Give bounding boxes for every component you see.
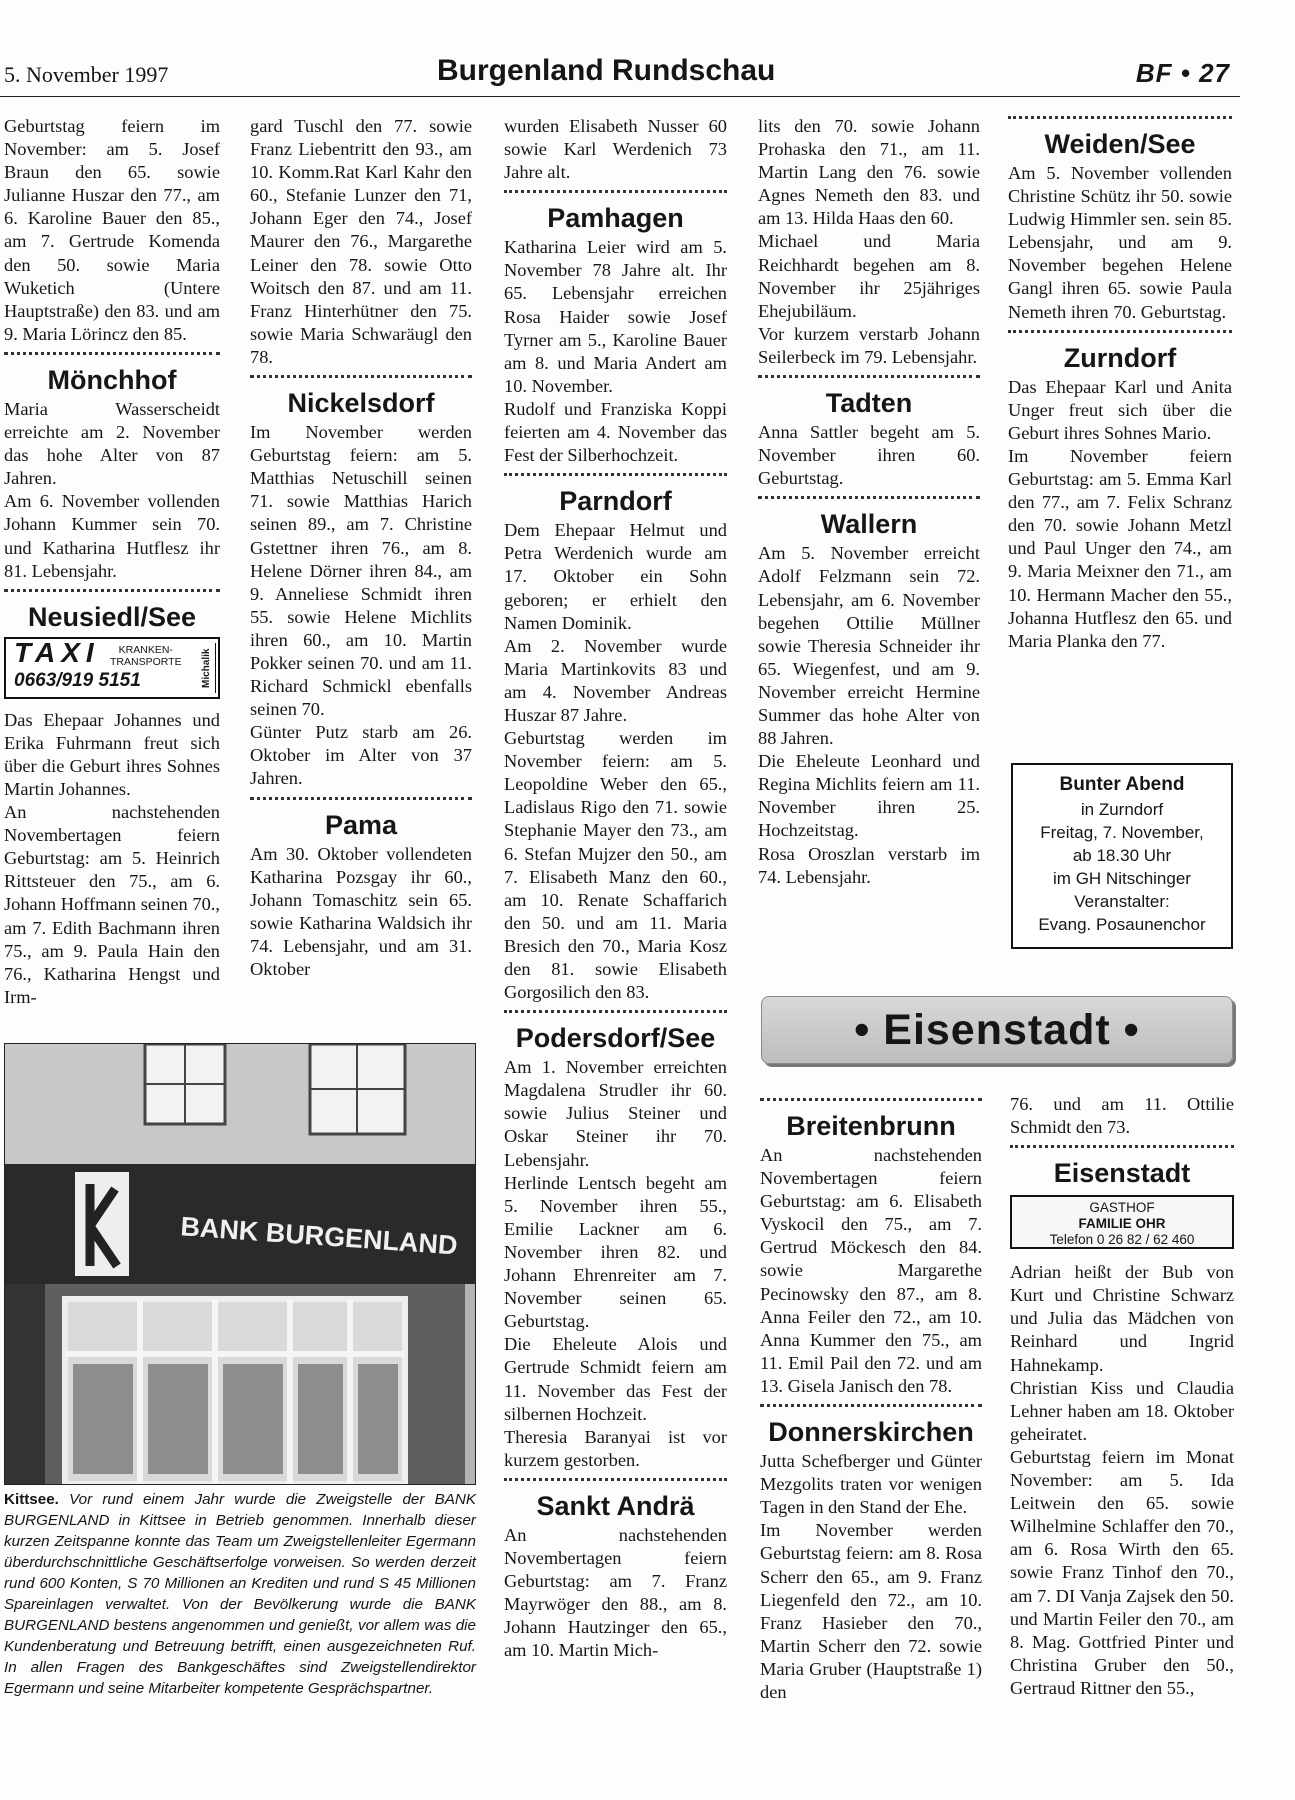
article-text: Das Ehepaar Johannes und Erika Fuhrmann freut sich über die Geburt ihres Sohnes Martin Johannes. (4, 709, 220, 799)
article-text: Dem Ehepaar Helmut und Petra Werdenich wurde am 17. Oktober ein Sohn geboren; er erhielt den Namen Dominik. (504, 520, 727, 633)
dotted-divider (1008, 330, 1232, 337)
section-heading-sankt-andrae: Sankt Andrä (536, 1490, 695, 1521)
dotted-divider (504, 190, 727, 197)
article-text: Geburtstag feiern im November: am 5. Josef Braun den 65. sowie Julianne Huszar den 77., am 6. Karoline Bauer den 85., am 7. Gertrude Komenda den 50. sowie Maria Wuketich (Untere Hauptstraße) den 83. und am 9. Maria Lörincz den 85. (4, 116, 220, 344)
caption-text: Vor rund einem Jahr wurde die Zweigstelle der BANK BURGENLAND in Kittsee in Betrieb genommen. Innerhalb dieser kurzen Zeitspanne konnte das Team um Zweigstellenleiter Egermann überdurchschnittliche Geschäftserfolge vorweisen. So werden derzeit rund 600 Konten, S 70 Millionen an Krediten und rund S 45 Millionen Spareinlagen verwaltet. Von der Bevölkerung wurde die BANK BURGENLAND bestens angenommen und genießt, vor allem was die Kundenberatung und Betreuung betrifft, einen ausgezeichneten Ruf. In allen Fragen des Bankgeschäftes sind Zweigstellendirektor Egermann und seine Mitarbeiter kompetente Gesprächspartner. (4, 1491, 476, 1697)
article-text: Michael und Maria Reichhardt begehen am 8. November ihr 25jähriges Ehejubiläum. (758, 231, 980, 321)
section-heading-podersdorf: Podersdorf/See (515, 1023, 716, 1054)
dotted-divider (504, 473, 727, 480)
taxi-advertisement (4, 637, 220, 699)
article-text: Im November werden Geburtstag feiern: am 8. Rosa Scherr den 65., am 9. Franz Liegenfeld den 72., am 10. Franz Hasieber den 70., Martin Scherr den 72. sowie Maria Gruber (Hauptstraße 1) den (760, 1520, 982, 1702)
column-6 (760, 1092, 982, 1704)
article-text: Anna Sattler begeht am 5. November ihren 60. Geburtstag. (758, 422, 980, 489)
column-3 (504, 115, 727, 1662)
gasthof-ad-name: FAMILIE OHR (1078, 1216, 1166, 1232)
section-heading-wallern: Wallern (820, 509, 918, 540)
section-heading-breitenbrunn: Breitenbrunn (786, 1111, 956, 1141)
section-heading-moenchhof: Mönchhof (47, 364, 177, 395)
dotted-divider (1010, 1145, 1234, 1152)
section-heading-nickelsdorf: Nickelsdorf (287, 388, 435, 419)
article-text: Das Ehepaar Karl und Anita Unger freut sich über die Geburt ihres Sohnes Mario. (1008, 376, 1232, 443)
section-heading-weiden: Weiden/See (1044, 129, 1196, 159)
article-text: wurden Elisabeth Nusser 60 sowie Karl Werdenich 73 Jahre alt. (504, 116, 727, 183)
bank-sign-text: BANK BURGENLAND (179, 1211, 459, 1261)
article-text: gard Tuschl den 77. sowie Franz Liebentritt den 93., am 10. Komm.Rat Karl Kahr den 60., Stefanie Lunzer den 71, Johann Eger den 74., Josef Maurer den 76., Margarethe Leiner den 78. sowie Otto Woitsch den 87. und am 11. Franz Hinterhütner den 75. sowie Maria Schwaräugl den 78. (250, 116, 472, 367)
article-text: Rosa Oroszlan verstarb im 74. Lebensjahr. (758, 843, 980, 887)
page-number: BF • 27 (1135, 58, 1230, 88)
column-4 (758, 115, 980, 889)
column-7 (1010, 1093, 1234, 1700)
section-heading-donnerskirchen: Donnerskirchen (768, 1417, 974, 1448)
article-text: Theresia Baranyai ist vor kurzem gestorben. (504, 1426, 727, 1470)
article-text: An nachstehenden Novembertagen feiern Geburtstag: am 6. Elisabeth Vyskocil den 75., am 7. Gertrud Möckesch den 84. sowie Margarethe Pecinowsky den 87., am 8. Anna Feiler den 72., am 10. Anna Kummer den 75., am 11. Emil Pail den 72. und am 13. Gisela Janisch den 78. (760, 1145, 982, 1396)
dotted-divider (4, 352, 220, 359)
dotted-divider (4, 589, 220, 596)
event-announcement-box (1011, 763, 1233, 949)
section-heading-neusiedl: Neusiedl/See (27, 601, 197, 632)
taxi-ad-subtitle-line: KRANKEN- (118, 643, 173, 656)
event-line: Veranstalter: (1074, 892, 1170, 911)
article-text: Rudolf und Franziska Koppi feierten am 4. November das Fest der Silberhochzeit. (504, 398, 727, 466)
dotted-divider (760, 1404, 982, 1411)
section-heading-tadten: Tadten (825, 388, 913, 419)
article-text: Geburtstag werden im November feiern: am 5. Leopoldine Weber den 65., Ladislaus Rigo den 71. sowie Stephanie Mayer den 73., am 6. Stefan Mujzer den 50., am 7. Elisabeth Manz den 60., am 10. Renate Schaffarich den 50. und am 11. Maria Bresich den 70., Maria Kosz den 81. sowie Elisabeth Gorgosilich den 83. (504, 728, 727, 1003)
dotted-divider (758, 375, 980, 382)
article-text: Vor kurzem verstarb Johann Seilerbeck im 79. Lebensjahr. (758, 323, 980, 367)
taxi-ad-subtitle (110, 644, 182, 668)
event-line: im GH Nitschinger (1053, 869, 1191, 888)
article-text: Am 30. Oktober vollendeten Katharina Pozsgay ihr 60., Johann Tomaschitz sein 65. sowie Katharina Waldsich ihr 74. Lebensjahr, und am 31. Oktober (250, 843, 472, 979)
event-line: in Zurndorf (1080, 800, 1164, 819)
article-text: An nachstehenden Novembertagen feiern Geburtstag: am 7. Franz Mayrwöger den 88., am 8. Johann Hautzinger den 65., am 10. Martin Mich- (504, 1524, 727, 1661)
article-text: Jutta Schefberger und Günter Mezgolits traten vor wenigen Tagen in den Stand der Ehe. (760, 1451, 982, 1518)
article-text: Am 5. November vollenden Christine Schütz ihr 50. sowie Ludwig Himmler sen. sein 85. Lebensjahr, und am 9. November begehen Helene Gangl ihren 65. sowie Paula Nemeth ihren 70. Geburtstag. (1008, 163, 1232, 322)
article-text: Am 6. November vollenden Johann Kummer sein 70. und Katharina Hutflesz ihr 81. Lebensjahr. (4, 491, 220, 581)
region-banner (761, 996, 1233, 1064)
section-heading-zurndorf: Zurndorf (1063, 342, 1177, 373)
event-line: Freitag, 7. November, (1040, 823, 1204, 842)
dotted-divider (250, 797, 472, 804)
article-text: Maria Wasserscheidt erreichte am 2. November das hohe Alter von 87 Jahren. (4, 398, 220, 489)
article-text: 76. und am 11. Ottilie Schmidt den 73. (1010, 1094, 1234, 1138)
article-text: An nachstehenden Novembertagen feiern Geburtstag: am 5. Heinrich Rittsteuer den 75., am 6. Johann Hoffmann seinen 70., am 7. Edith Bachmann ihren 75., am 9. Paula Hain den 76., Katharina Hengst und Irm- (4, 802, 220, 1007)
bank-branch-photo (4, 1043, 476, 1485)
section-heading-parndorf: Parndorf (559, 486, 672, 517)
photo-caption (4, 1489, 476, 1699)
taxi-ad-phone: 0663/919 5151 (14, 669, 141, 691)
article-text: Herlinde Lentsch begeht am 5. November ihren 55., Emilie Lackner am 6. November ihren 82. und Johann Ehrenreiter am 7. November seinen 65. Geburtstag. (504, 1172, 727, 1332)
dotted-divider (760, 1098, 982, 1105)
taxi-ad-subtitle-line: TRANSPORTE (110, 655, 182, 668)
article-text: lits den 70. sowie Johann Prohaska den 71., am 11. Martin Lang den 76. sowie Agnes Nemeth den 83. und am 13. Hilda Haas den 60. (758, 116, 980, 229)
gasthof-advertisement (1010, 1195, 1234, 1249)
article-text: Die Eheleute Alois und Gertrude Schmidt feiern am 11. November das Fest der silbernen Hochzeit. (504, 1334, 727, 1424)
dotted-divider (250, 375, 472, 382)
dotted-divider (1008, 116, 1232, 123)
article-text: Am 1. November erreichten Magdalena Strudler ihr 60. sowie Julius Steiner und Oskar Steiner ihr 70. Lebensjahr. (504, 1057, 727, 1170)
taxi-ad-owner: Michalik (195, 643, 216, 693)
issue-date: 5. November 1997 (4, 62, 169, 87)
section-heading-eisenstadt: Eisenstadt (1053, 1158, 1191, 1189)
event-line: Evang. Posaunenchor (1038, 915, 1206, 934)
event-line: ab 18.30 Uhr (1072, 846, 1172, 865)
article-text: Im November werden Geburtstag feiern: am 5. Matthias Netuschill seinen 71. sowie Matthias Harich seinen 89., am 7. Christine Gstettner ihren 76., am 8. Helene Dörner ihren 84., am 9. Anneliese Schmidt ihren 55. sowie Helene Michlits ihren 60., am 10. Martin Pokker seinen 70. und am 11. Richard Schmickl ebenfalls seinen 70. (250, 422, 472, 720)
dotted-divider (504, 1478, 727, 1485)
event-title: Bunter Abend (1059, 774, 1185, 795)
column-5 (1008, 110, 1232, 653)
article-text: Katharina Leier wird am 5. November 78 Jahre alt. Ihr 65. Lebensjahr erreichen Rosa Haider sowie Josef Tyrner am 5., Karoline Bauer am 8. und Maria Andert am 10. November. (504, 237, 727, 396)
taxi-ad-title: TAXI (14, 636, 100, 668)
article-text: Im November feiern Geburtstag: am 5. Emma Karl den 77., am 7. Felix Schranz den 70. sowie Johann Metzl und Paul Unger den 74., am 9. Maria Meixner den 71., am 10. Hermann Macher den 55., Johanna Hutflesz den 65. und Maria Planka den 77. (1008, 445, 1232, 651)
bank-building-illustration (5, 1044, 475, 1484)
article-text: Günter Putz starb am 26. Oktober im Alter von 37 Jahren. (250, 722, 472, 789)
dotted-divider (504, 1010, 727, 1017)
page-header (0, 52, 1240, 97)
caption-location: Kittsee. (4, 1491, 59, 1508)
gasthof-ad-line: GASTHOF (1089, 1200, 1155, 1216)
article-text: Am 2. November wurde Maria Martinkovits 83 und am 4. November Andreas Huszar 87 Jahre. (504, 635, 727, 725)
region-banner-title: • Eisenstadt • (854, 1006, 1140, 1054)
section-heading-pama: Pama (324, 809, 398, 840)
article-text: Adrian heißt der Bub von Kurt und Christine Schwarz und Julia das Mädchen von Reinhard und Ingrid Hahnekamp. (1010, 1262, 1234, 1375)
dotted-divider (758, 496, 980, 503)
article-text: Am 5. November erreicht Adolf Felzmann sein 72. Lebensjahr, am 6. November begehen Ottilie Müllner sowie Theresia Schneider ihr 65. Wiegenfest, und am 9. November erreicht Hermine Summer das hohe Alter von 88 Jahren. (758, 543, 980, 749)
column-1 (4, 115, 220, 1009)
article-text: Geburtstag feiern im Monat November: am 5. Ida Leitwein den 65. sowie Wilhelmine Schlaffer den 70., am 6. Rosa Wirth den 65. sowie Franz Tinhof den 70., am 7. DI Vanja Zajsek den 50. und Martin Feiler den 70., am 8. Mag. Gottfried Pinter und Christina Gruber den 50., Gertraud Rittner den 55., (1010, 1446, 1234, 1698)
article-text: Christian Kiss und Claudia Lehner haben am 18. Oktober geheiratet. (1010, 1377, 1234, 1444)
section-heading-pamhagen: Pamhagen (547, 203, 684, 234)
article-text: Die Eheleute Leonhard und Regina Michlits feiern am 11. November ihren 25. Hochzeitstag. (758, 751, 980, 841)
newspaper-title: Burgenland Rundschau (437, 54, 776, 87)
gasthof-ad-phone: Telefon 0 26 82 / 62 460 (1049, 1232, 1195, 1248)
column-2 (250, 115, 472, 981)
